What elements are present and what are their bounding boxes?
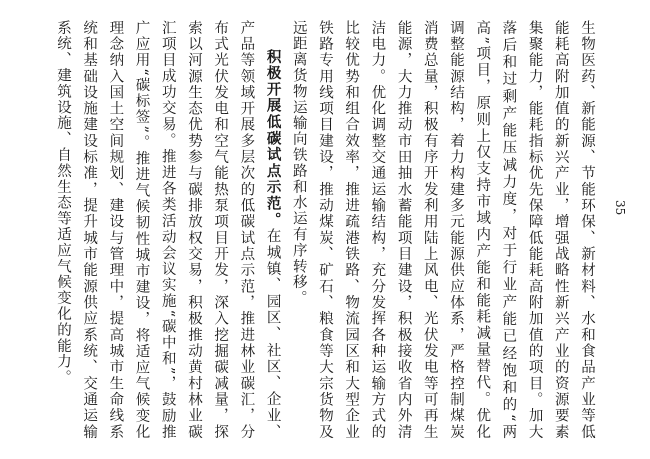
document-body	[42, 20, 600, 440]
paragraph-2	[50, 20, 286, 440]
page-number: 35	[613, 200, 627, 216]
paragraph-2-lead: 积极开展低碳试点示范。	[264, 49, 282, 229]
paragraph-1	[286, 20, 600, 440]
paragraph-2-text: 在城镇、园区、社区、企业、产品等领域开展多层次的低碳试点示范，推进林业碳汇，分布式光伏发电和空气能热泵项目开发，深入挖掘碳减量，探索以河源生态优势参与碳排放权交易，积极推动黄村林业碳汇项目成功交易。推进各类活动会议实施“碳中和”，鼓励推广应用“碳标签”。推进气候韧性城市建设，将适应气候变化理念纳入国土空间规划、建设与管理中，提高城市生命线系统和基础设施建设标准，提升城市能源供应系统、交通运输系统、建筑设施、自然生态等适应气候变化的能力。	[54, 20, 281, 440]
paragraph-1-text: 生物医药、新能源、节能环保、新材料、水和食品产业等低能耗高附加值的新兴产业，增强战略性新兴产业的资源要素集聚能力，能耗指标优先保障低能耗高附加值的项目。加大落后和过剩产能压减力度，对于行业产能已经饱和的“两高”项目，原则上仅支持市域内产能和能耗减量替代。优化调整能源结构，着力构建多元能源供应体系，严格控制煤炭消费总量，积极有序开发利用陆上风电、光伏发电等可再生能源，大力推动市田抽水蓄能项目建设，积极接收省内外清洁电力。优化调整交通运输结构，充分发挥各种运输方式的比较优势和组合效率，推进疏港铁路、物流园区和大型企业铁路专用线项目建设，推动煤炭、矿石、粮食等大宗货物及远距离货物运输向铁路和水运有序转移。	[290, 20, 595, 440]
